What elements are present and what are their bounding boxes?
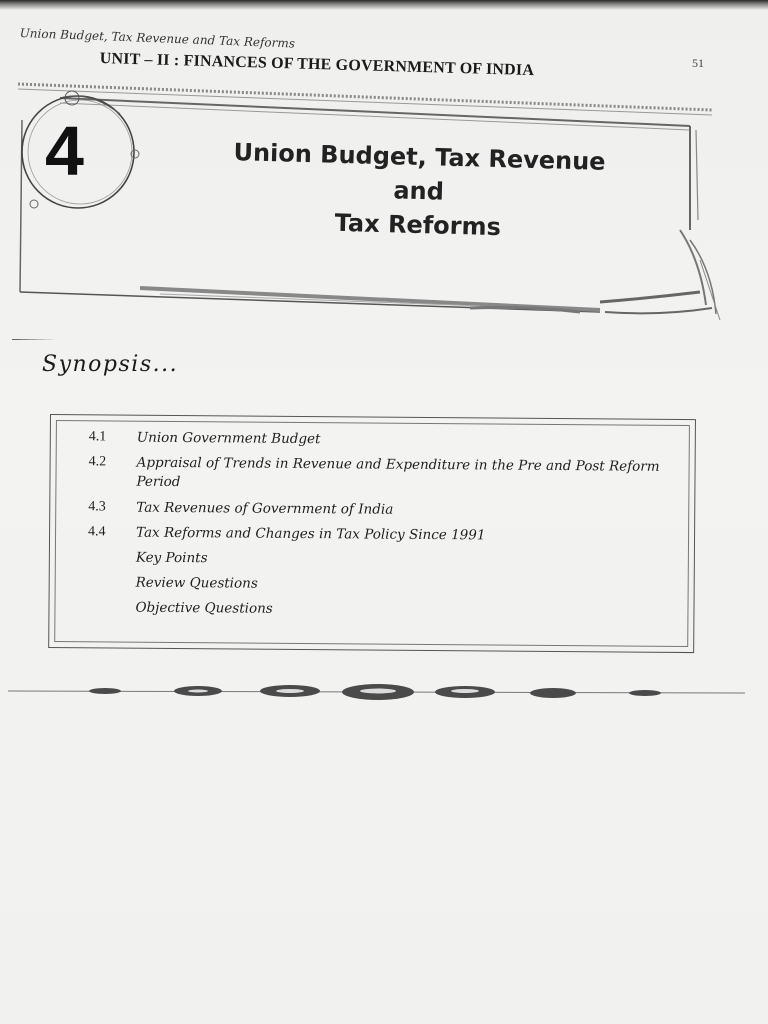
synopsis-item-text: Key Points [135,549,208,567]
synopsis-item-text: Objective Questions [135,599,273,617]
synopsis-item [89,428,674,451]
synopsis-item-number: 4.4 [88,524,106,540]
synopsis-item [88,453,673,496]
page-number: 51 [692,56,704,70]
running-head: Union Budget, Tax Revenue and Tax Reforms [19,26,296,51]
chapter-title-line-3: Tax Reforms [334,208,502,242]
unit-title: UNIT – II : FINANCES OF THE GOVERNMENT OF INDIA [99,50,535,80]
synopsis-box [48,414,696,653]
synopsis-item [88,523,673,546]
synopsis-item [88,548,673,571]
chapter-title-line-1: Union Budget, Tax Revenue [233,138,606,176]
synopsis-heading: Synopsis... [42,352,179,377]
synopsis-item [88,573,673,596]
chapter-number: 4 [45,112,84,190]
ornamental-divider [0,676,768,706]
synopsis-list [87,428,674,628]
synopsis-item-text: Tax Reforms and Changes in Tax Policy Since 1991 [136,524,486,544]
page-top-shadow [0,0,768,10]
chapter-title-line-2: and [393,176,445,206]
synopsis-item [87,598,672,621]
synopsis-item-number: 4.3 [88,499,106,515]
synopsis-item-number: 4.2 [88,454,107,470]
synopsis-item-text: Review Questions [135,574,258,592]
synopsis-item-text: Tax Revenues of Government of India [136,499,394,518]
synopsis-item-text: Union Government Budget [136,429,321,448]
synopsis-item-text: Appraisal of Trends in Revenue and Expenditure in the Pre and Post Reform Period [136,454,660,491]
synopsis-item [88,498,673,521]
synopsis-item-number: 4.1 [88,429,107,445]
chapter-title [207,135,630,248]
